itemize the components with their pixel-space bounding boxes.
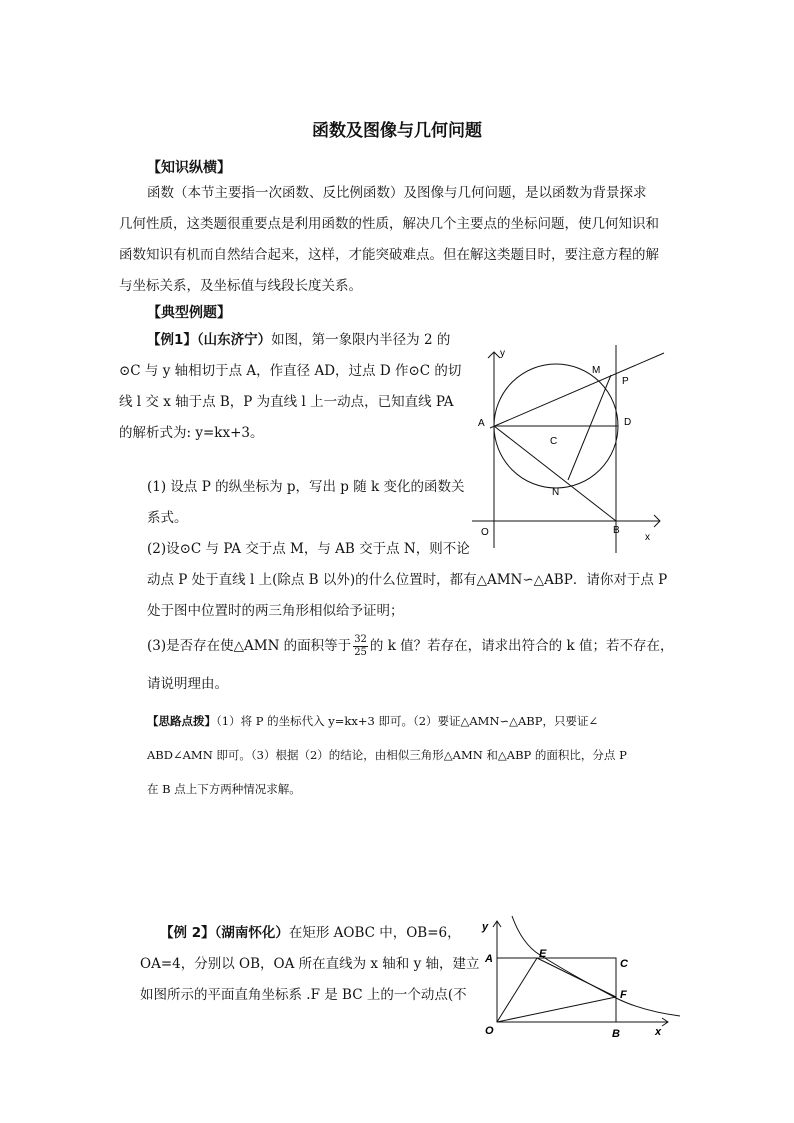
knowledge-paragraph — [147, 178, 647, 209]
knowledge-line-2: 几何性质，这类题很重要点是利用函数的性质，解决几个主要点的坐标问题，使几何知识和 — [119, 216, 659, 232]
section-heading-examples: 【典型例题】 — [147, 305, 231, 321]
label-o: O — [485, 1025, 494, 1037]
example2-intro — [140, 918, 480, 1011]
label-y: y — [482, 921, 489, 933]
section-heading-knowledge: 【知识纵横】 — [147, 160, 231, 176]
q2-line-1: (2)设⊙C 与 PA 交于点 M，与 AB 交于点 N，则不论 — [147, 541, 470, 557]
q1-line-2: 系式。 — [147, 510, 188, 526]
q3-line-1 — [147, 628, 673, 664]
example1-line-4: 的解析式为: y=kx+3。 — [119, 425, 264, 441]
label-c: C — [550, 436, 558, 447]
example1-question-1 — [147, 472, 465, 534]
knowledge-paragraph-rest — [119, 209, 659, 302]
example1-question-2 — [147, 534, 470, 565]
q3-text-before: (3)是否存在使△AMN 的面积等于 — [147, 638, 352, 654]
label-b: B — [613, 525, 620, 536]
label-f: F — [620, 989, 627, 1001]
label-e: E — [539, 948, 547, 960]
segment-ef — [537, 958, 616, 997]
example1-line-2: ⊙C 与 y 轴相切于点 A，作直径 AD，过点 D 作⊙C 的切 — [119, 363, 462, 379]
q3-line-2: 请说明理由。 — [147, 676, 228, 692]
example1-question-3-rest — [147, 669, 228, 700]
example1-text-1: 如图，第一象限内半径为 2 的 — [271, 332, 451, 348]
segment-of — [497, 997, 616, 1022]
label-x: x — [645, 532, 650, 543]
example1-figure — [468, 337, 674, 557]
example1-line-1 — [119, 325, 461, 356]
example2-text-1: 在矩形 AOBC 中，OB=6， — [288, 925, 461, 941]
example1-line-3: 线 l 交 x 轴于点 B，P 为直线 l 上一动点，已知直线 PA — [119, 394, 454, 410]
example1-source: （山东济宁） — [196, 332, 272, 348]
q3-denominator: 25 — [354, 647, 367, 658]
example1-question-3 — [147, 628, 673, 664]
example1-hint — [147, 704, 627, 806]
example1-label: 【例1】 — [147, 332, 197, 348]
example2-figure — [478, 912, 684, 1042]
hint-line-3: 在 B 点上下方两种情况求解。 — [147, 782, 301, 796]
label-a: A — [485, 953, 493, 965]
label-p: P — [622, 376, 629, 387]
q2-line-2: 动点 P 处于直线 l 上(除点 B 以外)的什么位置时，都有△AMN∽△ABP．请你对于点 P — [147, 572, 668, 588]
label-y: y — [500, 348, 505, 359]
knowledge-line-4: 与坐标关系，及坐标值与线段长度关系。 — [119, 278, 362, 294]
example2-line-2: OA=4，分别以 OB，OA 所在直线为 x 轴和 y 轴，建立 — [140, 956, 480, 972]
q3-fraction — [353, 634, 368, 659]
example1-intro — [119, 325, 461, 449]
q3-numerator: 32 — [354, 634, 367, 645]
label-b: B — [612, 1028, 620, 1040]
label-n: N — [552, 487, 560, 498]
hint-label: 【思路点拨】 — [147, 714, 216, 728]
q1-line-1: (1) 设点 P 的纵坐标为 p，写出 p 随 k 变化的函数关 — [147, 479, 465, 495]
example2-source: （湖南怀化） — [214, 925, 289, 941]
hint-text-1: （1）将 P 的坐标代入 y=kx+3 即可。（2）要证△AMN∽△ABP，只要证∠ — [216, 714, 599, 728]
label-c: C — [620, 958, 628, 970]
hint-line-1 — [147, 704, 627, 738]
example1-question-2-rest — [147, 565, 667, 627]
label-o: O — [481, 527, 489, 538]
label-x: x — [655, 1026, 662, 1038]
page-title: 函数及图像与几何问题 — [312, 121, 482, 141]
q2-line-3: 处于图中位置时的两三角形相似给予证明； — [147, 603, 404, 619]
label-d: D — [624, 417, 632, 428]
knowledge-line-3: 函数知识有机而自然结合起来，这样，才能突破难点。但在解这类题目时，要注意方程的解 — [119, 247, 659, 263]
q3-text-after: 的 k 值？若存在，请求出符合的 k 值；若不存在， — [369, 638, 674, 654]
example2-line-1 — [140, 918, 480, 949]
label-a: A — [478, 418, 485, 429]
hint-line-2: ABD∠AMN 即可。（3）根据（2）的结论，由相似三角形△AMN 和△ABP 的面积比，分点 P — [147, 748, 627, 762]
knowledge-line-1: 函数（本节主要指一次函数、反比例函数）及图像与几何问题，是以函数为背景探求 — [147, 185, 647, 201]
segment-oe — [497, 958, 537, 1022]
example2-label: 【例 2】 — [160, 925, 215, 941]
line-pa — [490, 353, 664, 428]
label-m: M — [592, 365, 601, 376]
example2-line-3: 如图所示的平面直角坐标系 .F 是 BC 上的一个动点(不 — [140, 987, 467, 1003]
